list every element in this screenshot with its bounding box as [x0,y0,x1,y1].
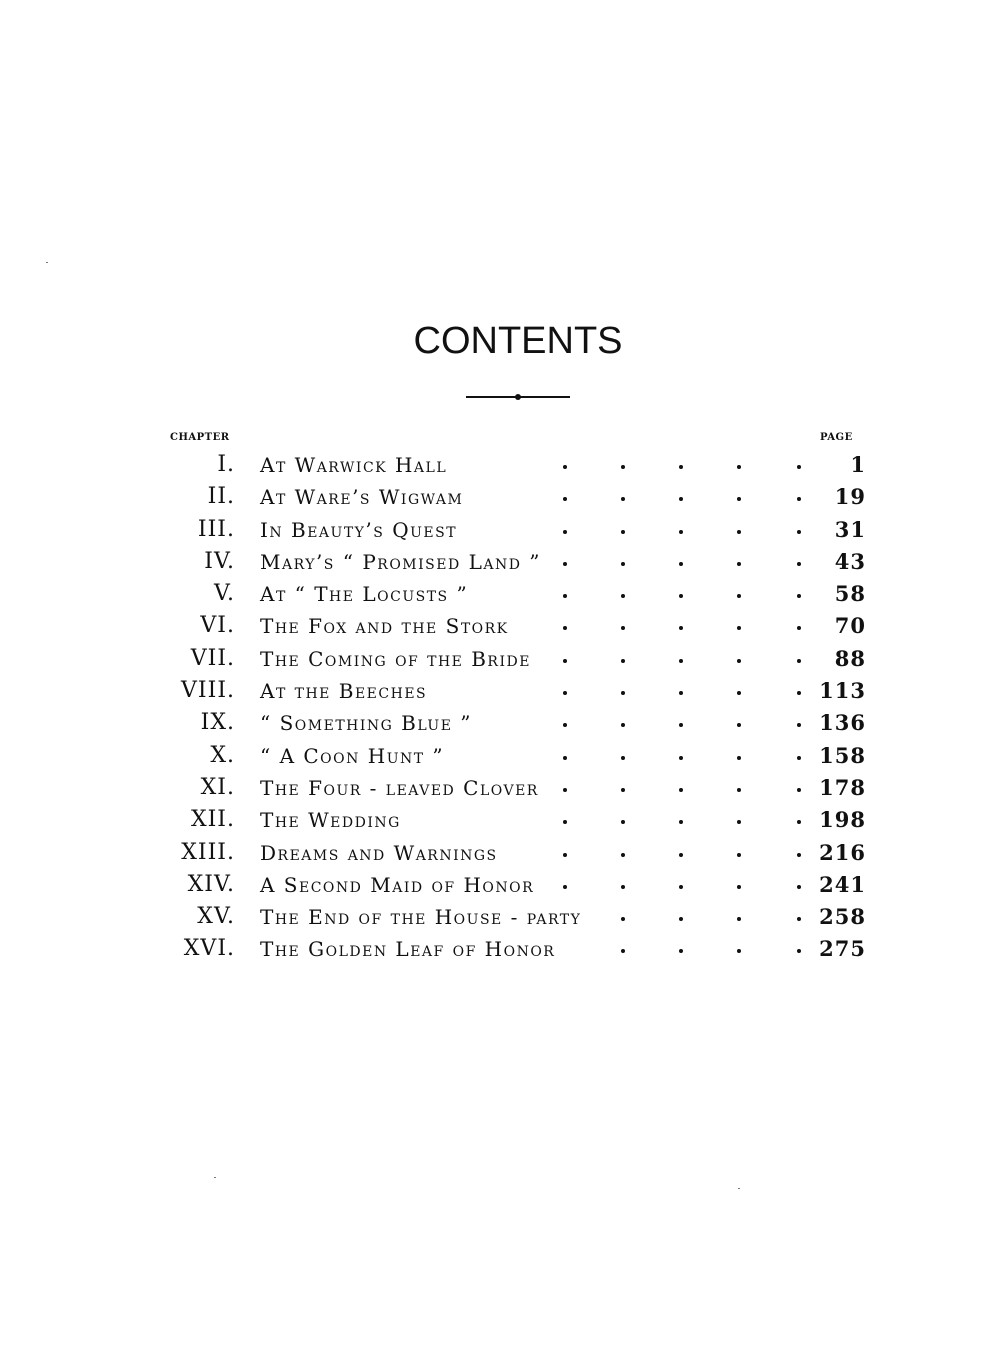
page-number: 198 [819,807,866,833]
page-number: 43 [834,548,866,574]
chapter-numeral: X. [210,742,235,768]
toc-entry [0,805,1000,837]
leader-dot [737,949,741,953]
leader-dot [621,788,625,792]
leader-dot [679,820,683,824]
page-number: 31 [834,516,866,542]
chapter-title: At the Beeches [260,679,428,704]
chapter-title: At Ware’s Wigwam [260,485,464,510]
leader-dot [621,885,625,889]
chapter-numeral: IX. [200,710,235,736]
chapter-numeral: V. [213,581,235,607]
chapter-title: At Warwick Hall [260,453,448,477]
title-ornament-rule [466,394,570,400]
toc-entry [0,934,1000,966]
table-of-contents [0,450,1000,967]
leader-dot [797,691,801,695]
leader-dot [679,626,683,630]
leader-dot [621,723,625,727]
chapter-numeral: XIV. [187,871,235,897]
leader-dot [679,465,683,469]
leader-dot [797,853,801,857]
leader-dot [797,626,801,630]
chapter-title: A Second Maid of Honor [260,872,535,897]
toc-entry [0,611,1000,643]
leader-dot [679,691,683,695]
page-number: 258 [819,904,866,930]
chapter-numeral: I. [217,452,235,477]
leader-dot [621,756,625,760]
chapter-numeral: VIII. [181,678,235,704]
leader-dot [621,820,625,824]
leader-dot [737,691,741,695]
page-number: 158 [819,742,866,768]
leader-dot [797,756,801,760]
leader-dot [737,853,741,857]
leader-dot [797,788,801,792]
leader-dot [737,723,741,727]
leader-dot [563,723,567,727]
toc-entry [0,741,1000,773]
chapter-numeral: IV. [204,548,235,574]
toc-entry [0,838,1000,870]
page-column-header: PAGE [820,432,853,443]
toc-entry [0,676,1000,708]
leader-dot [679,659,683,663]
chapter-title: Dreams and Warnings [260,840,498,865]
leader-dot [563,885,567,889]
chapter-title: Mary’s “ Promised Land ” [260,549,542,574]
page-number: 241 [819,871,866,897]
chapter-title: The Golden Leaf of Honor [260,937,556,962]
leader-dot [797,594,801,598]
page-number: 113 [819,678,866,704]
chapter-title: “ Something Blue ” [260,711,473,736]
chapter-numeral: II. [207,484,235,510]
page-number: 88 [834,645,866,671]
leader-dot [679,853,683,857]
leader-dot [797,820,801,824]
leader-dot [621,562,625,566]
leader-dot [737,465,741,469]
chapter-title: In Beauty’s Quest [260,517,458,542]
page-number: 58 [834,581,866,607]
leader-dot [737,659,741,663]
leader-dot [797,562,801,566]
leader-dot [679,917,683,921]
chapter-numeral: XVI. [183,936,235,962]
leader-dot [563,820,567,824]
leader-dot [737,530,741,534]
leader-dot [737,562,741,566]
leader-dot [737,820,741,824]
leader-dot [563,465,567,469]
page-number: 178 [819,774,866,800]
chapter-numeral: VII. [190,645,235,671]
scan-speck [214,1177,216,1178]
leader-dot [679,788,683,792]
leader-dot [797,885,801,889]
leader-dot [679,530,683,534]
leader-dot [679,756,683,760]
leader-dot [621,949,625,953]
leader-dot [563,626,567,630]
leader-dot [797,949,801,953]
leader-dot [737,626,741,630]
page-number: 19 [834,484,866,510]
scan-speck [46,262,48,263]
page-title: CONTENTS [413,320,623,362]
leader-dot [797,723,801,727]
chapter-title: The Wedding [260,808,401,833]
leader-dot [563,853,567,857]
toc-entry [0,708,1000,740]
toc-entry [0,579,1000,611]
page-number: 275 [819,936,866,962]
toc-entry [0,515,1000,547]
leader-dot [679,562,683,566]
chapter-title: The End of the House - party [260,905,582,930]
ornament-dot [515,394,521,400]
leader-dot [737,885,741,889]
toc-entry [0,902,1000,934]
leader-dot [679,949,683,953]
toc-entry [0,482,1000,514]
leader-dot [679,594,683,598]
toc-entry [0,773,1000,805]
leader-dot [563,659,567,663]
chapter-title: “ A Coon Hunt ” [260,743,445,768]
leader-dot [563,788,567,792]
chapter-numeral: III. [197,516,235,542]
scan-speck [738,1188,740,1189]
page-number: 216 [819,839,866,865]
chapter-numeral: XV. [197,904,235,930]
leader-dot [563,562,567,566]
leader-dot [797,917,801,921]
chapter-numeral: XII. [190,807,235,833]
leader-dot [679,885,683,889]
chapter-title: The Four - leaved Clover [260,775,539,800]
leader-dot [797,465,801,469]
leader-dot [737,497,741,501]
leader-dot [621,853,625,857]
toc-entry [0,644,1000,676]
chapter-column-header: CHAPTER [170,432,230,443]
toc-entry [0,870,1000,902]
page-number: 70 [834,613,866,639]
leader-dot [797,659,801,663]
leader-dot [563,594,567,598]
leader-dot [797,497,801,501]
leader-dot [737,594,741,598]
leader-dot [737,756,741,760]
leader-dot [679,497,683,501]
leader-dot [621,497,625,501]
chapter-title: The Fox and the Stork [260,614,509,639]
leader-dot [621,465,625,469]
toc-entry [0,547,1000,579]
leader-dot [563,530,567,534]
leader-dot [679,723,683,727]
chapter-numeral: VI. [200,613,235,639]
leader-dot [797,530,801,534]
page-number: 136 [819,710,866,736]
page-number: 1 [850,452,866,477]
leader-dot [563,691,567,695]
leader-dot [621,691,625,695]
leader-dot [621,659,625,663]
chapter-numeral: XI. [200,774,235,800]
leader-dot [563,497,567,501]
leader-dot [621,917,625,921]
leader-dot [621,594,625,598]
leader-dot [563,756,567,760]
chapter-numeral: XIII. [181,839,235,865]
leader-dot [621,530,625,534]
leader-dot [737,917,741,921]
chapter-title: At “ The Locusts ” [260,582,469,607]
leader-dot [737,788,741,792]
leader-dot [621,626,625,630]
toc-entry [0,450,1000,482]
chapter-title: The Coming of the Bride [260,646,531,671]
